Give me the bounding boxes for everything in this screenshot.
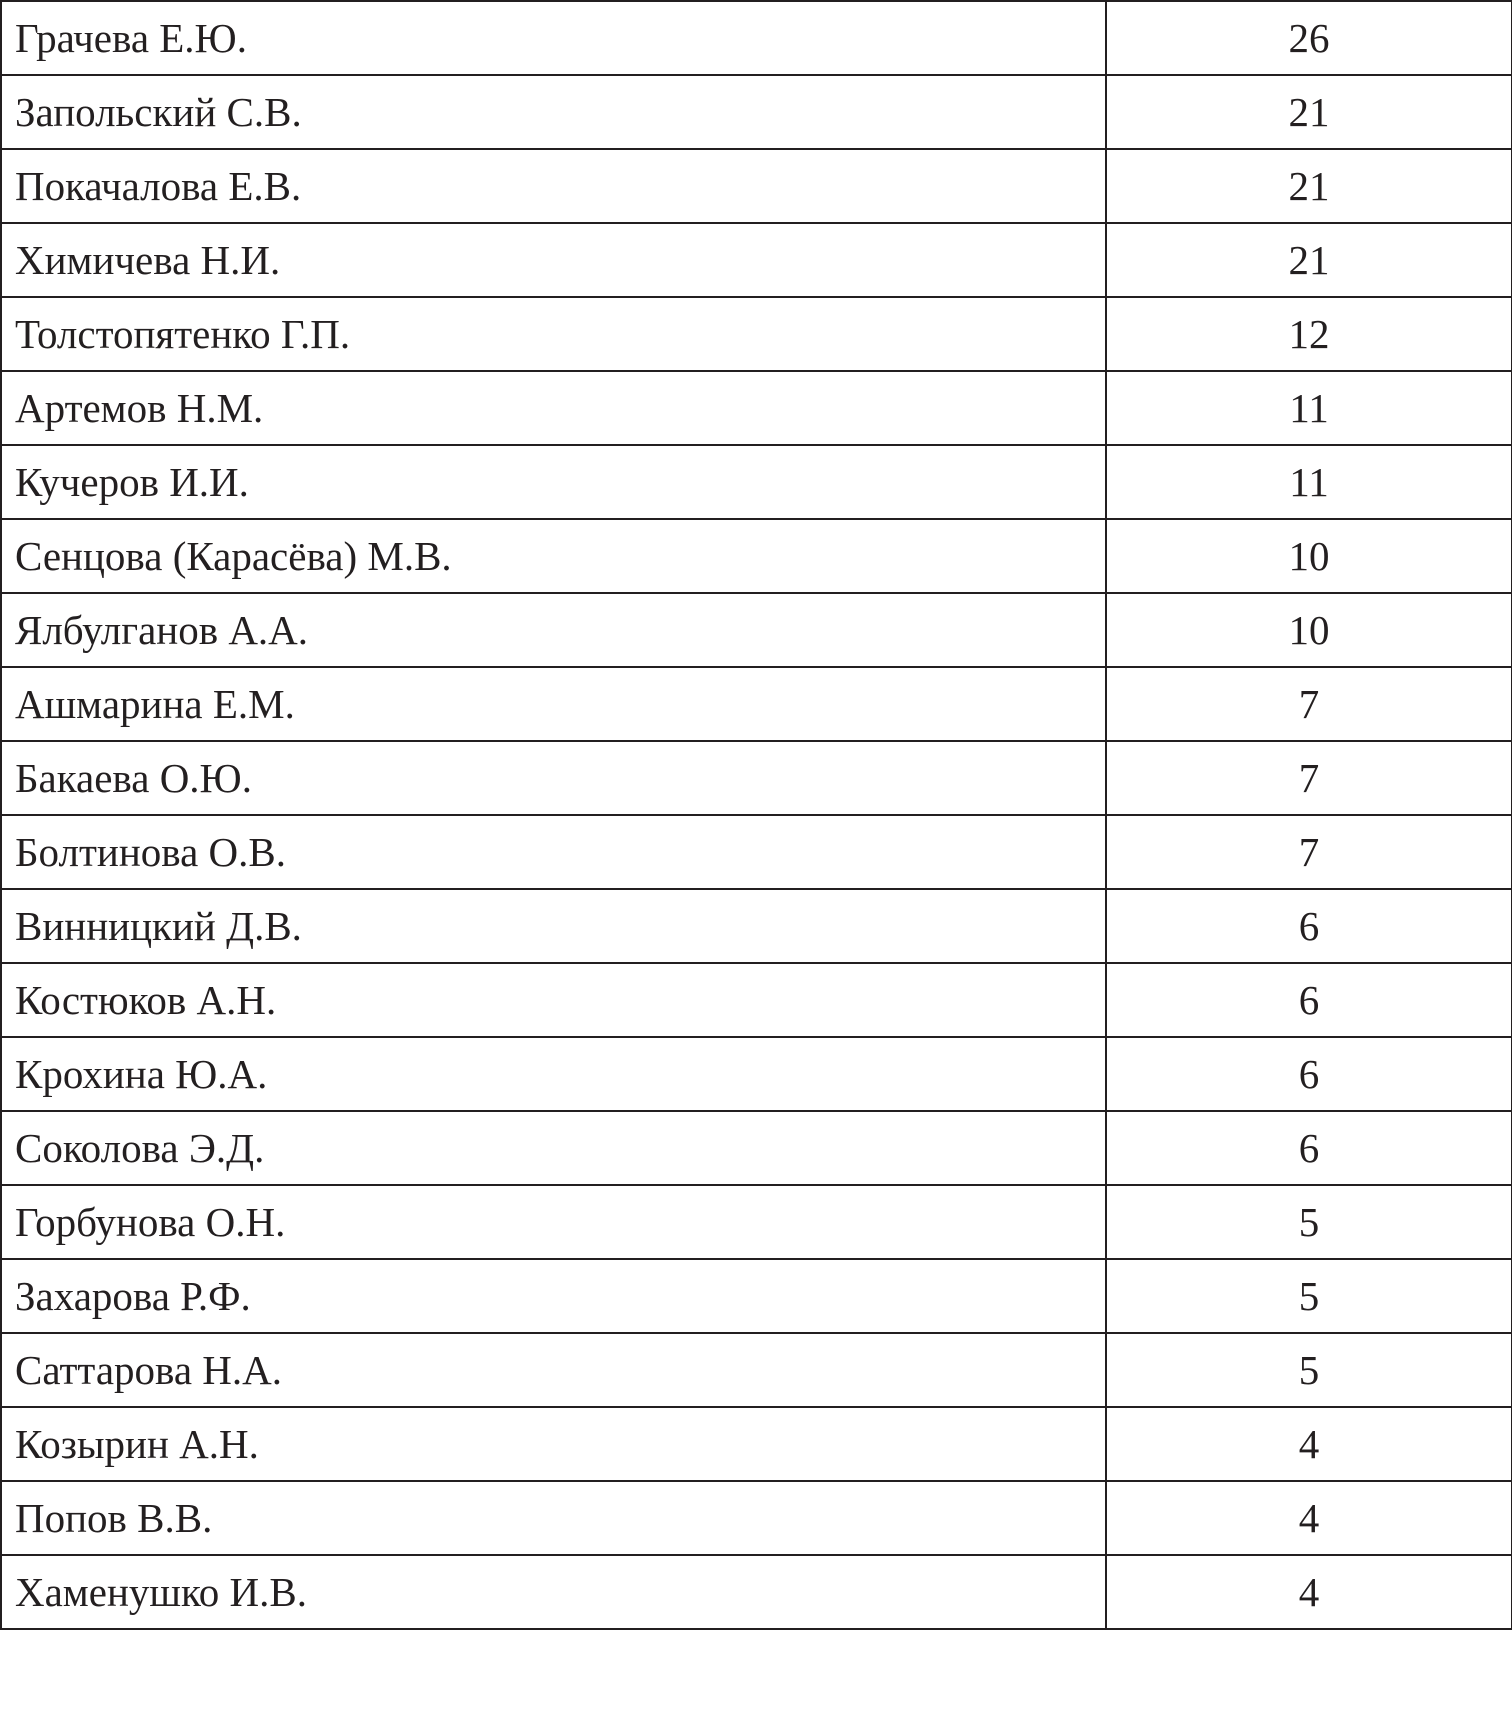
table-row (1, 1111, 1512, 1185)
table-row (1, 667, 1512, 741)
table-row (1, 593, 1512, 667)
count-cell: 21 (1106, 75, 1512, 149)
table-row (1, 297, 1512, 371)
count-cell: 6 (1106, 963, 1512, 1037)
author-name-cell: Грачева Е.Ю. (1, 1, 1106, 75)
author-name-cell: Хаменушко И.В. (1, 1555, 1106, 1629)
count-cell: 26 (1106, 1, 1512, 75)
count-cell: 11 (1106, 371, 1512, 445)
count-cell: 10 (1106, 593, 1512, 667)
author-name-cell: Козырин А.Н. (1, 1407, 1106, 1481)
author-name-cell: Толстопятенко Г.П. (1, 297, 1106, 371)
author-name-cell: Бакаева О.Ю. (1, 741, 1106, 815)
count-cell: 7 (1106, 815, 1512, 889)
table-row (1, 223, 1512, 297)
count-cell: 6 (1106, 1037, 1512, 1111)
table-row (1, 149, 1512, 223)
count-cell: 5 (1106, 1333, 1512, 1407)
count-cell: 7 (1106, 667, 1512, 741)
table-row (1, 741, 1512, 815)
count-cell: 5 (1106, 1259, 1512, 1333)
author-name-cell: Костюков А.Н. (1, 963, 1106, 1037)
author-name-cell: Артемов Н.М. (1, 371, 1106, 445)
count-cell: 10 (1106, 519, 1512, 593)
count-cell: 6 (1106, 889, 1512, 963)
count-cell: 12 (1106, 297, 1512, 371)
table-row (1, 75, 1512, 149)
count-cell: 4 (1106, 1407, 1512, 1481)
count-cell: 11 (1106, 445, 1512, 519)
author-name-cell: Винницкий Д.В. (1, 889, 1106, 963)
table-row (1, 519, 1512, 593)
count-cell: 6 (1106, 1111, 1512, 1185)
author-name-cell: Покачалова Е.В. (1, 149, 1106, 223)
count-cell: 4 (1106, 1555, 1512, 1629)
table-row (1, 445, 1512, 519)
table-row (1, 1333, 1512, 1407)
count-cell: 21 (1106, 149, 1512, 223)
author-name-cell: Химичева Н.И. (1, 223, 1106, 297)
table-row (1, 889, 1512, 963)
count-cell: 4 (1106, 1481, 1512, 1555)
author-name-cell: Ашмарина Е.М. (1, 667, 1106, 741)
authors-table-body (1, 1, 1512, 1629)
count-cell: 21 (1106, 223, 1512, 297)
table-row (1, 1259, 1512, 1333)
table-row (1, 1185, 1512, 1259)
author-name-cell: Соколова Э.Д. (1, 1111, 1106, 1185)
author-name-cell: Ялбулганов А.А. (1, 593, 1106, 667)
author-name-cell: Горбунова О.Н. (1, 1185, 1106, 1259)
author-name-cell: Попов В.В. (1, 1481, 1106, 1555)
author-name-cell: Саттарова Н.А. (1, 1333, 1106, 1407)
author-name-cell: Кучеров И.И. (1, 445, 1106, 519)
table-row (1, 1555, 1512, 1629)
author-name-cell: Запольский С.В. (1, 75, 1106, 149)
author-name-cell: Болтинова О.В. (1, 815, 1106, 889)
table-row (1, 1481, 1512, 1555)
author-name-cell: Захарова Р.Ф. (1, 1259, 1106, 1333)
table-row (1, 1407, 1512, 1481)
table-row (1, 371, 1512, 445)
table-row (1, 815, 1512, 889)
table-row (1, 1037, 1512, 1111)
author-name-cell: Крохина Ю.А. (1, 1037, 1106, 1111)
table-row (1, 963, 1512, 1037)
count-cell: 7 (1106, 741, 1512, 815)
count-cell: 5 (1106, 1185, 1512, 1259)
author-name-cell: Сенцова (Карасёва) М.В. (1, 519, 1106, 593)
table-row (1, 1, 1512, 75)
